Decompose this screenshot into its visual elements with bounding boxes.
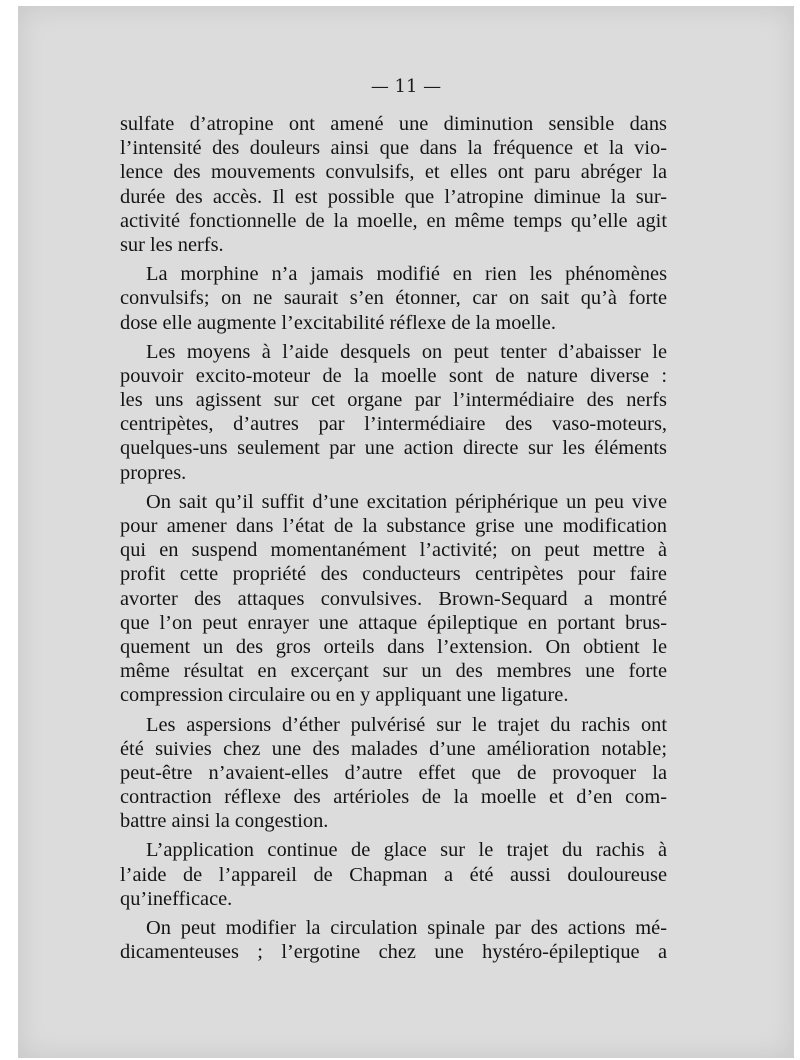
- text-line: compression circulaire ou en y appliquant une ligature.: [120, 684, 569, 707]
- text-line: Les moyens à l’aide desquels on peut tenter d’abaisser le: [146, 340, 667, 363]
- text-line: contraction réflexe des artérioles de la moelle et d’en com-: [120, 786, 667, 809]
- text-line: l’intensité des douleurs ainsi que dans la fréquence et la vio-: [120, 137, 667, 160]
- text-line: avorter des attaques convulsives. Brown-Sequard a montré: [120, 587, 667, 610]
- paragraph-3: [120, 340, 667, 485]
- text-line: dose elle augmente l’excitabilité réflexe de la moelle.: [120, 311, 556, 334]
- text-line: pouvoir excito-moteur de la moelle sont de nature diverse :: [120, 364, 667, 387]
- text-line: La morphine n’a jamais modifié en rien les phénomènes: [146, 263, 667, 286]
- text-line: les uns agissent sur cet organe par l’intermédiaire des nerfs: [120, 389, 667, 412]
- text-line: quelques-uns seulement par une action directe sur les éléments: [120, 437, 667, 460]
- text-line: quement un des gros orteils dans l’extension. On obtient le: [120, 635, 667, 658]
- text-line: propres.: [120, 461, 187, 484]
- text-line: que l’on peut enrayer une attaque épileptique en portant brus-: [120, 611, 667, 634]
- text-line: pour amener dans l’état de la substance grise une modification: [120, 515, 667, 537]
- text-line: profit cette propriété des conducteurs centripètes pour faire: [120, 563, 667, 586]
- text-line: Les aspersions d’éther pulvérisé sur le trajet du rachis ont: [146, 713, 667, 736]
- text-line: l’aide de l’appareil de Chapman a été aussi douloureuse: [120, 863, 667, 886]
- text-line: même résultat en excerçant sur un des membres une forte: [120, 660, 667, 683]
- text-line: été suivies chez une des malades d’une amélioration notable;: [120, 737, 667, 760]
- text-line: convulsifs; on ne saurait s’en étonner, car on sait qu’à forte: [120, 287, 667, 310]
- text-line: peut-être n’avaient-elles d’autre effet que de provoquer la: [120, 761, 667, 784]
- text-line: durée des accès. Il est possible que l’atropine diminue la sur-: [120, 185, 667, 208]
- text-line: qui en suspend momentanément l’activité; on peut mettre à: [120, 539, 667, 562]
- paragraph-7: [120, 916, 667, 964]
- body-text: [120, 112, 667, 969]
- text-line: On sait qu’il suffit d’une excitation périphérique un peu vive: [146, 490, 667, 513]
- text-line: battre ainsi la congestion.: [120, 810, 329, 833]
- paragraph-1: [120, 112, 667, 257]
- text-line: activité fonctionnelle de la moelle, en même temps qu’elle agit: [120, 209, 667, 232]
- page-number: — 11 —: [370, 76, 442, 97]
- paragraph-4: [120, 490, 667, 708]
- paragraph-5: [120, 713, 667, 834]
- text-line: sulfate d’atropine ont amené une diminution sensible dans: [120, 113, 667, 135]
- text-line: sur les nerfs.: [120, 233, 224, 256]
- text-line: qu’inefficace.: [120, 887, 233, 910]
- text-line: L’application continue de glace sur le trajet du rachis à: [146, 839, 667, 862]
- text-line: dicamenteuses ; l’ergotine chez une hystéro-épileptique a: [120, 941, 667, 964]
- text-line: lence des mouvements convulsifs, et elles ont paru abréger la: [120, 161, 667, 184]
- text-line: centripètes, d’autres par l’intermédiaire des vaso-moteurs,: [120, 413, 667, 436]
- paragraph-6: [120, 838, 667, 911]
- paragraph-2: [120, 262, 667, 335]
- text-line: On peut modifier la circulation spinale par des actions mé-: [146, 917, 667, 939]
- book-page: [18, 6, 794, 1058]
